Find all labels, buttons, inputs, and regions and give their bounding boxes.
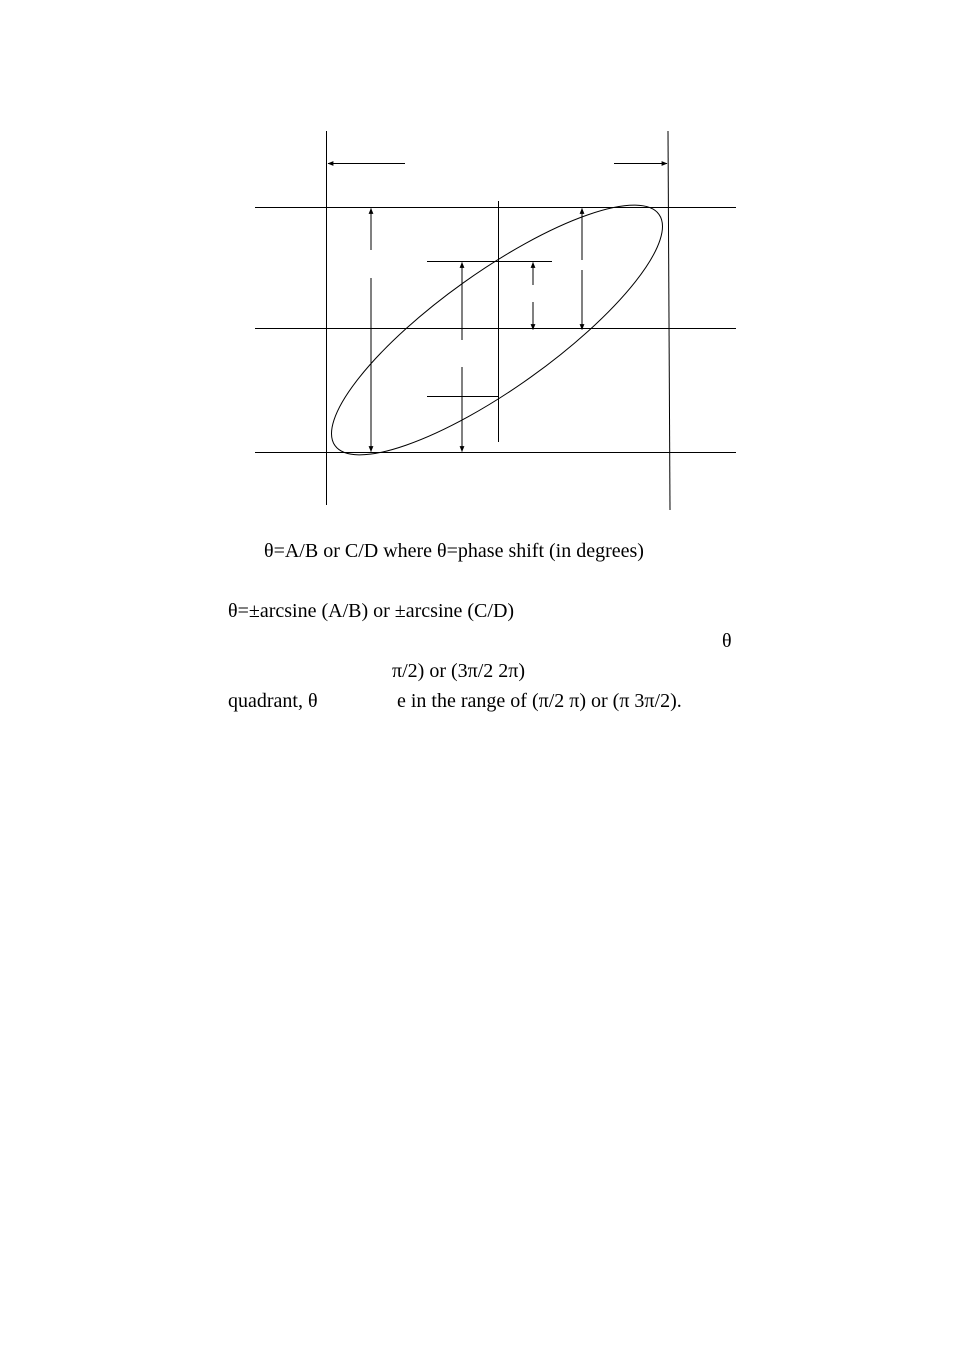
right-vertical-line [668,131,670,510]
text-fragment-theta: θ [722,630,732,652]
text-fragment-range-2: e in the range of (π/2 π) or (π 3π/2). [397,690,682,712]
formula-line: θ=±arcsine (A/B) or ±arcsine (C/D) [228,600,515,622]
figure-caption: θ=A/B or C/D where θ=phase shift (in degrees) [264,540,644,562]
text-fragment-range-1: π/2) or (3π/2 2π) [392,660,526,682]
lissajous-phase-diagram [0,0,954,540]
text-fragment-quadrant: quadrant, θ [228,690,318,712]
lissajous-ellipse [301,167,692,493]
